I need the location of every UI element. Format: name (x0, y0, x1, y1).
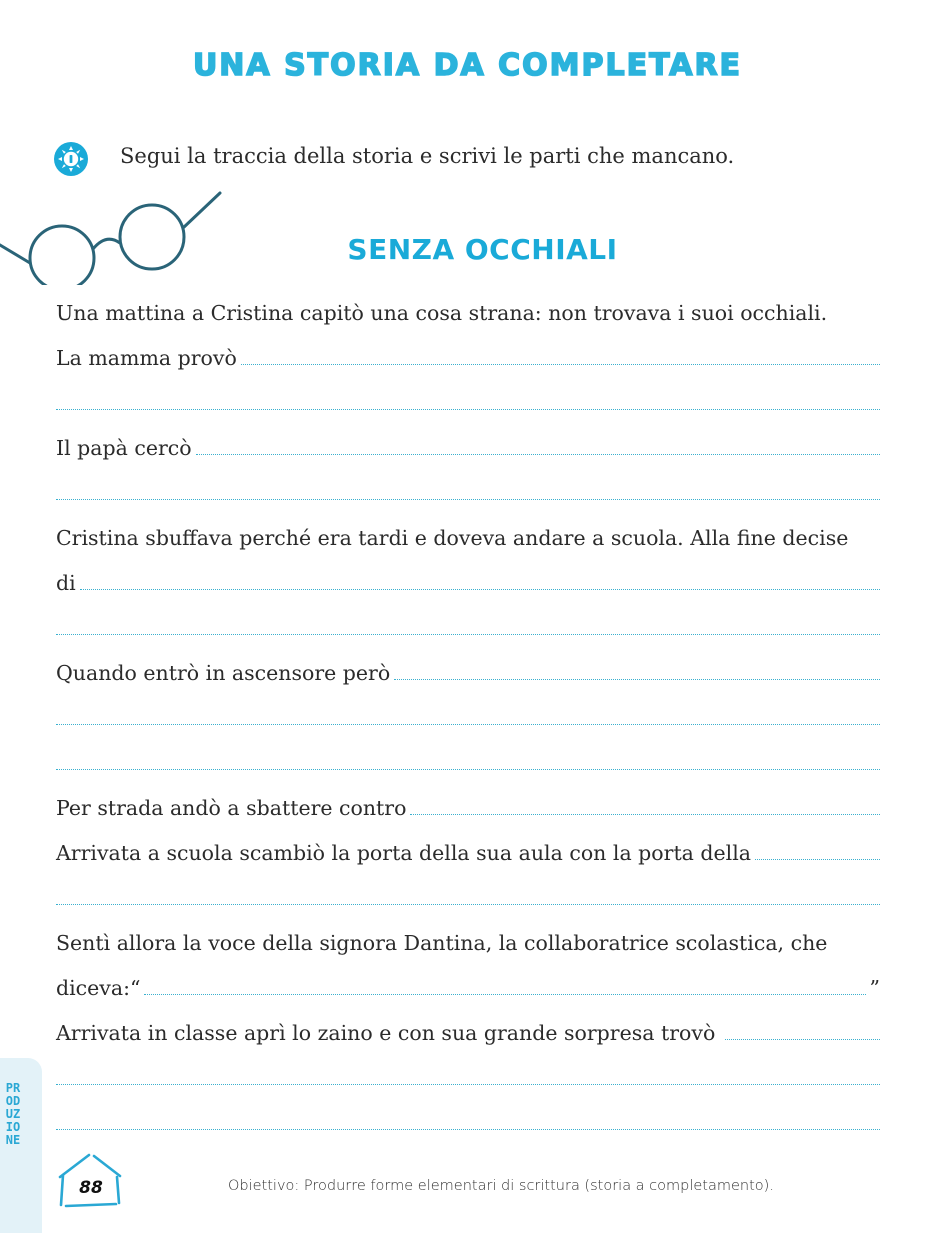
story-line-4 (56, 521, 880, 551)
answer-line[interactable] (56, 634, 880, 635)
answer-blank[interactable] (144, 994, 865, 995)
closing-quote: ” (869, 976, 880, 1000)
answer-line[interactable] (56, 1084, 880, 1085)
page-number: 88 (79, 1178, 103, 1198)
story-text: La mamma provò (56, 346, 237, 370)
story-line-10[interactable] (56, 971, 880, 1001)
story-line-3[interactable] (56, 431, 880, 461)
answer-line[interactable] (56, 724, 880, 725)
story-line-11[interactable] (56, 1016, 880, 1046)
answer-blank[interactable] (755, 859, 880, 860)
story-line-5[interactable] (56, 566, 880, 596)
objective-text: Obiettivo: Produrre forme elementari di scrittura (storia a completamento). (228, 1178, 774, 1194)
answer-line[interactable] (56, 1129, 880, 1130)
info-sun-icon (53, 141, 89, 177)
story-text: Cristina sbuffava perché era tardi e doveva andare a scuola. Alla fine decise (56, 526, 849, 550)
answer-blank[interactable] (196, 454, 880, 455)
answer-line[interactable] (56, 499, 880, 500)
answer-blank[interactable] (241, 364, 880, 365)
answer-blank[interactable] (410, 814, 880, 815)
story-line-6[interactable] (56, 656, 880, 686)
answer-blank[interactable] (725, 1039, 880, 1040)
story-text: Il papà cercò (56, 436, 192, 460)
answer-blank[interactable] (80, 589, 880, 590)
story-line-7[interactable] (56, 791, 880, 821)
story-line-9 (56, 926, 880, 956)
story-line-2[interactable] (56, 341, 880, 371)
story-line-8[interactable] (56, 836, 880, 866)
answer-line[interactable] (56, 904, 880, 905)
story-text: di (56, 571, 76, 595)
instruction-text: Segui la traccia della storia e scrivi le parti che mancano. (120, 144, 735, 168)
story-text: Arrivata in classe aprì lo zaino e con sua grande sorpresa trovò (56, 1021, 716, 1045)
answer-line[interactable] (56, 409, 880, 410)
answer-line[interactable] (56, 769, 880, 770)
story-text: Arrivata a scuola scambiò la porta della sua aula con la porta della (56, 841, 752, 865)
story-text: Una mattina a Cristina capitò una cosa strana: non trovava i suoi occhiali. (56, 301, 828, 325)
story-line-1 (56, 296, 880, 326)
story-text: Quando entrò in ascensore però (56, 661, 391, 685)
story-text: Per strada andò a sbattere contro (56, 796, 407, 820)
side-tab-label: PRODUZIONE (5, 1081, 21, 1147)
page-title: UNA STORIA DA COMPLETARE (192, 48, 743, 83)
story-text: Sentì allora la voce della signora Dantina, la collaboratrice scolastica, che (56, 931, 828, 955)
answer-blank[interactable] (394, 679, 880, 680)
story-title: SENZA OCCHIALI (347, 233, 618, 266)
story-text: diceva:“ (56, 976, 141, 1000)
